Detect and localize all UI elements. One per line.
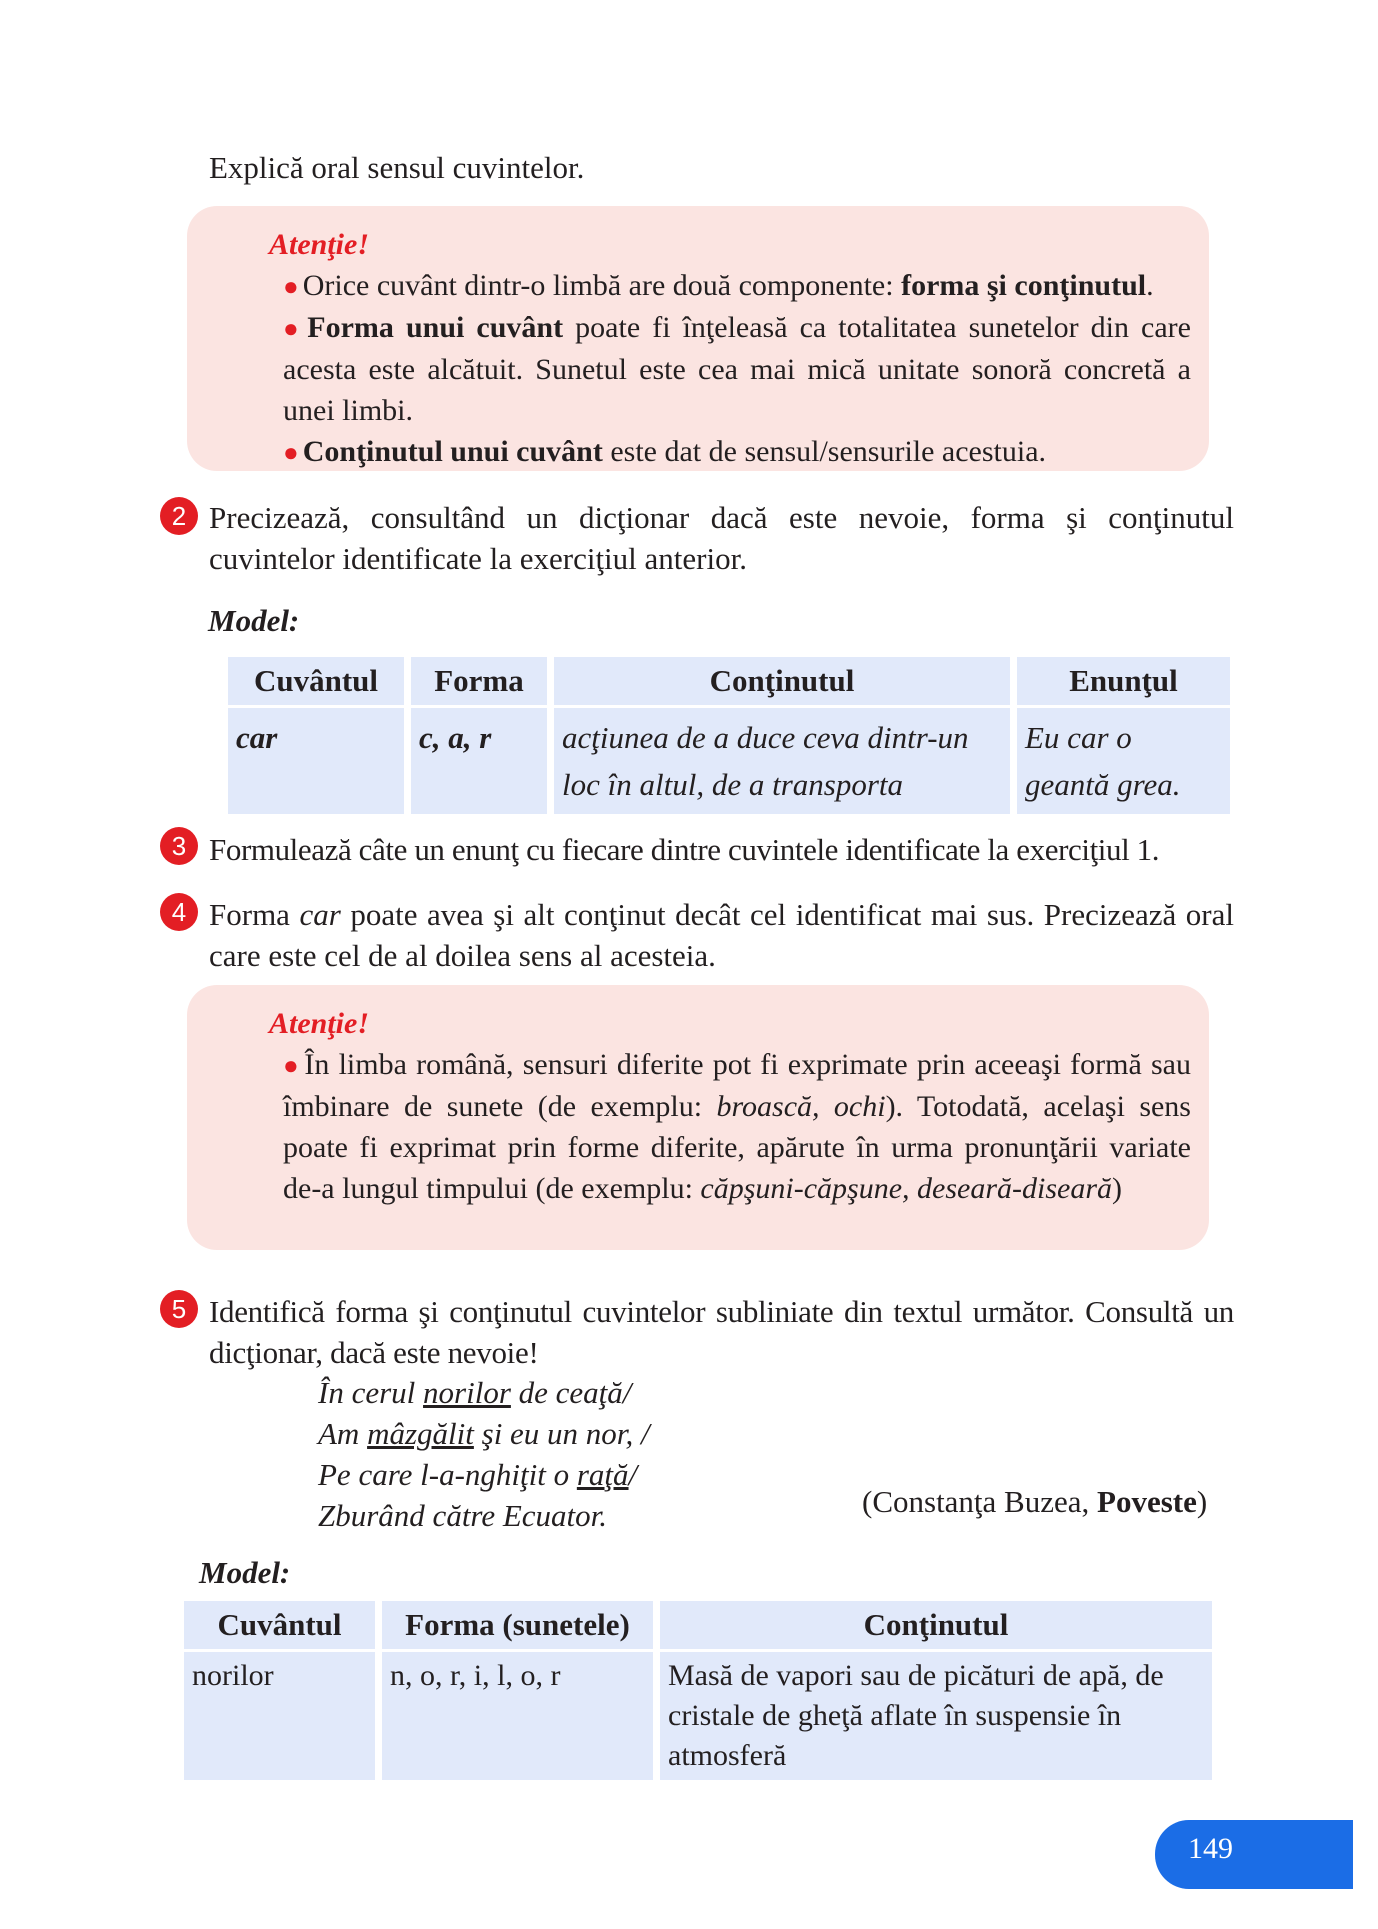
poem-line: Zburând către Ecuator. [318,1498,608,1533]
ex4-text: Forma [209,897,300,932]
page-number: 149 [1188,1832,1233,1865]
box2-italic: broască, ochi [716,1090,886,1123]
exercise-2-text: Precizează, consultând un dicţionar dacă este nevoie, forma şi conţinutul cuvintelor identificate la exerciţiul anterior. [209,500,1234,576]
attention-title: Atenţie! [269,1007,370,1040]
box2-bullet [283,1044,1191,1209]
bullet-icon: ● [283,314,304,343]
table1-header: Enunţul [1017,657,1230,705]
table2-cell: norilor [184,1652,375,1780]
bullet-icon: ● [283,1051,301,1080]
table1-cell: car [228,708,404,814]
citation [862,1484,1207,1520]
poem [318,1372,650,1536]
model-label-2: Model: [199,1555,291,1590]
attention-box-2 [187,985,1209,1250]
table1-header: Cuvântul [228,657,404,705]
table2-header: Cuvântul [184,1601,375,1649]
poem-line [318,1454,650,1495]
table2-header: Forma (sunetele) [382,1601,653,1649]
poem-line [318,1372,650,1413]
bullet-icon: ● [283,272,299,301]
poem-text: În cerul [318,1375,424,1410]
box1-text: Orice cuvânt dintr-o limbă are două componente: [302,269,902,302]
poem-underlined-word: norilor [423,1375,511,1410]
poem-underlined-word: mâzgălit [367,1416,474,1451]
model-table-1 [221,654,1237,817]
poem-underlined-word: raţă [576,1457,629,1492]
exercise-5-text: Identifică forma şi conţinutul cuvintelor subliniate din textul următor. Consultă un dicţionar, dacă este nevoie! [209,1294,1234,1370]
box2-italic: căpşuni-căpşune, deseară-diseară [700,1172,1113,1205]
table2-cell: Masă de vapori sau de picături de apă, de cristale de gheţă aflate în suspensie în atmosferă [660,1652,1212,1780]
box1-bold: forma şi conţinutul [901,269,1147,302]
model-label-1: Model: [208,603,300,638]
ex4-text: poate avea şi alt conţinut decât cel identificat mai sus. Precizează oral care este cel de al doilea sens al acesteia. [209,897,1235,973]
exercise-4-text [209,894,1234,976]
attention-box-1 [187,206,1209,471]
exercise-3-text: Formulează câte un enunţ cu fiecare dintre cuvintele identificate la exerciţiul 1. [209,832,1160,867]
poem-text: şi eu un nor, / [473,1416,650,1451]
box1-bullet-2 [283,307,1191,431]
table1-cell: acţiunea de a duce ceva dintr-un loc în altul, de a transporta [554,708,1010,814]
citation-title: Poveste [1097,1484,1197,1519]
box1-text: este dat de sensul/sensurile acestuia. [602,435,1047,468]
box1-bold: Forma unui cuvânt [307,311,564,344]
box1-text: poate fi înţeleasă ca totalitatea sunetelor din care acesta este alcătuit. Sunetul este cea mai mică unitate sonoră concretă a unei limbi. [283,311,1191,427]
box1-bold: Conţinutul unui cuvânt [302,435,603,468]
citation-text: ) [1196,1484,1208,1519]
intro-text: Explică oral sensul cuvintelor. [209,150,585,185]
box2-text: ). Totodată, acelaşi sens poate fi exprimat prin forme diferite, apărute în urma pronunţării variate de-a lungul timpului (de exemplu: [283,1090,1191,1205]
poem-line [318,1413,650,1454]
exercise-number-3: 3 [160,827,198,865]
table2-header: Conţinutul [660,1601,1212,1649]
box1-bullet-1 [283,265,1191,307]
bullet-icon: ● [283,438,299,467]
model-table-2 [177,1598,1219,1783]
attention-title: Atenţie! [269,228,370,261]
box2-text: În limba română, sensuri diferite pot fi exprimate prin aceeaşi formă sau îmbinare de sunete (de exemplu: [283,1048,1191,1123]
table1-header: Forma [411,657,547,705]
table1-header: Conţinutul [554,657,1010,705]
table2-cell: n, o, r, i, l, o, r [382,1652,653,1780]
page-number-tab [1155,1820,1353,1889]
box2-text: ) [1112,1172,1123,1205]
table1-cell: c, a, r [411,708,547,814]
poem-text: / [628,1457,638,1492]
ex4-italic: car [299,897,341,932]
box1-text: . [1146,269,1154,302]
poem-text: de ceaţă/ [510,1375,632,1410]
exercise-number-5: 5 [160,1290,198,1328]
table1-cell: Eu car o geantă grea. [1017,708,1230,814]
exercise-number-4: 4 [160,893,198,931]
exercise-number-2: 2 [160,497,198,535]
citation-text: (Constanţa Buzea, [862,1484,1098,1519]
box1-bullet-3 [283,431,1191,473]
poem-text: Pe care l-a-nghiţit o [318,1457,577,1492]
poem-text: Am [318,1416,368,1451]
